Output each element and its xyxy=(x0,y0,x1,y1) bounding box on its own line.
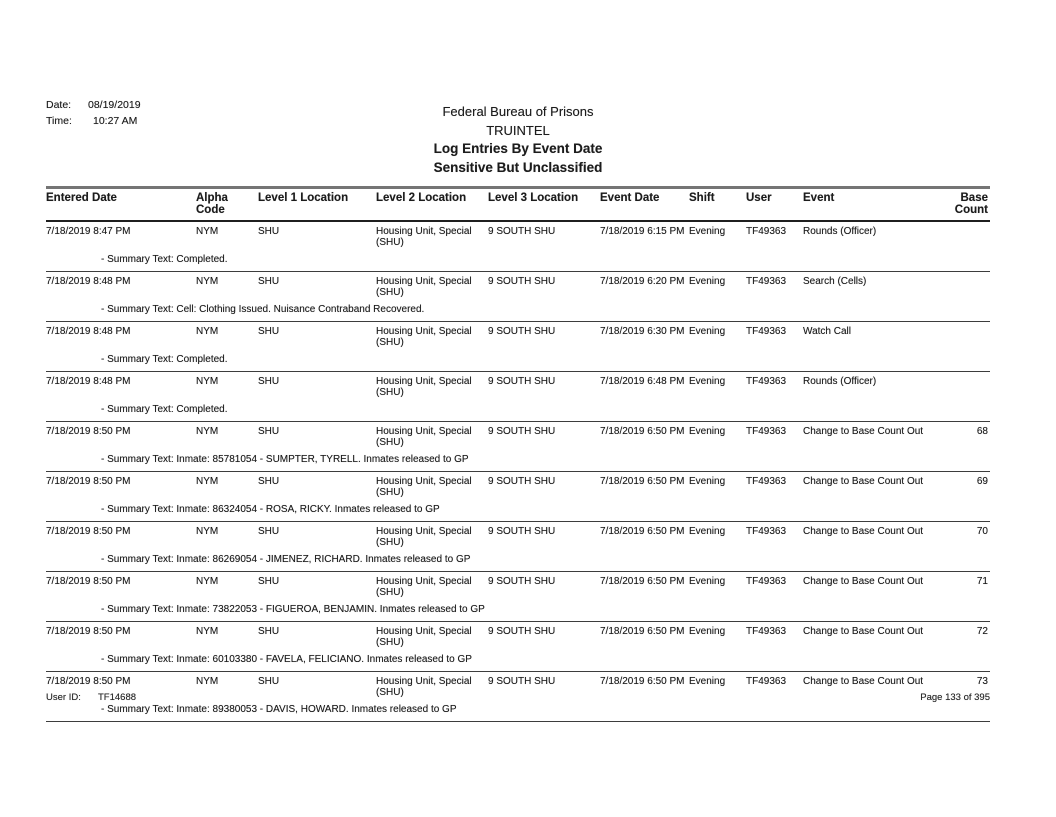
log-entry-main-row xyxy=(46,522,990,548)
cell-event: Watch Call xyxy=(803,326,851,337)
log-entry-main-row xyxy=(46,572,990,598)
cell-shift: Evening xyxy=(689,426,726,437)
cell-level2-location: Housing Unit, Special (SHU) xyxy=(376,226,472,248)
cell-entered-date: 7/18/2019 8:50 PM xyxy=(46,476,131,487)
cell-base-count: 69 xyxy=(976,476,988,487)
report-title: Log Entries By Event Date xyxy=(433,141,603,156)
summary-text: - Summary Text: Completed. xyxy=(101,404,228,415)
cell-entered-date: 7/18/2019 8:50 PM xyxy=(46,576,131,587)
cell-level1-location: SHU xyxy=(258,526,280,537)
log-entry xyxy=(46,621,990,671)
cell-shift: Evening xyxy=(689,576,726,587)
summary-text: - Summary Text: Cell: Clothing Issued. Nuisance Contraband Recovered. xyxy=(101,304,425,315)
cell-event-date: 7/18/2019 6:48 PM xyxy=(600,376,685,387)
log-entry-main-row xyxy=(46,222,990,248)
summary-text: - Summary Text: Inmate: 85781054 - SUMPTER, TYRELL. Inmates released to GP xyxy=(101,454,469,465)
cell-event: Change to Base Count Out xyxy=(803,676,924,687)
cell-base-count: 70 xyxy=(976,526,988,537)
cell-user: TF49363 xyxy=(746,326,787,337)
cell-level3-location: 9 SOUTH SHU xyxy=(488,276,556,287)
column-header-alpha-code: Alpha Code xyxy=(196,192,228,216)
cell-shift: Evening xyxy=(689,376,726,387)
column-header-base-count: Base Count xyxy=(954,192,988,216)
cell-event-date: 7/18/2019 6:30 PM xyxy=(600,326,685,337)
cell-shift: Evening xyxy=(689,626,726,637)
cell-event: Change to Base Count Out xyxy=(803,526,924,537)
cell-shift: Evening xyxy=(689,226,726,237)
cell-entered-date: 7/18/2019 8:50 PM xyxy=(46,626,131,637)
cell-level3-location: 9 SOUTH SHU xyxy=(488,226,556,237)
cell-user: TF49363 xyxy=(746,376,787,387)
cell-level2-location: Housing Unit, Special (SHU) xyxy=(376,576,472,598)
cell-base-count: 68 xyxy=(976,426,988,437)
cell-level2-location: Housing Unit, Special (SHU) xyxy=(376,426,472,448)
log-entry xyxy=(46,371,990,421)
classification-banner: Sensitive But Unclassified xyxy=(433,159,603,175)
cell-event-date: 7/18/2019 6:50 PM xyxy=(600,426,685,437)
cell-level3-location: 9 SOUTH SHU xyxy=(488,376,556,387)
log-entry-main-row xyxy=(46,472,990,498)
cell-level1-location: SHU xyxy=(258,326,280,337)
cell-level1-location: SHU xyxy=(258,226,280,237)
column-header-user: User xyxy=(746,192,772,204)
cell-alpha-code: NYM xyxy=(196,676,219,687)
column-header-shift: Shift xyxy=(689,192,715,204)
log-entry xyxy=(46,321,990,371)
cell-base-count: 72 xyxy=(976,626,988,637)
summary-text: - Summary Text: Completed. xyxy=(101,354,228,365)
cell-event: Change to Base Count Out xyxy=(803,476,924,487)
log-entry xyxy=(46,222,990,271)
log-entry xyxy=(46,471,990,521)
log-entry-main-row xyxy=(46,622,990,648)
cell-level1-location: SHU xyxy=(258,476,280,487)
cell-entered-date: 7/18/2019 8:48 PM xyxy=(46,276,131,287)
cell-user: TF49363 xyxy=(746,426,787,437)
column-header-level3-location: Level 3 Location xyxy=(488,192,579,204)
cell-user: TF49363 xyxy=(746,276,787,287)
cell-user: TF49363 xyxy=(746,226,787,237)
summary-text: - Summary Text: Completed. xyxy=(101,254,228,265)
summary-text: - Summary Text: Inmate: 89380053 - DAVIS, HOWARD. Inmates released to GP xyxy=(101,704,457,715)
cell-shift: Evening xyxy=(689,476,726,487)
cell-event-date: 7/18/2019 6:50 PM xyxy=(600,526,685,537)
cell-shift: Evening xyxy=(689,676,726,687)
cell-event: Rounds (Officer) xyxy=(803,226,877,237)
cell-user: TF49363 xyxy=(746,576,787,587)
summary-text: - Summary Text: Inmate: 60103380 - FAVELA, FELICIANO. Inmates released to GP xyxy=(101,654,472,665)
system-title: TRUINTEL xyxy=(486,122,550,138)
date-value: 08/19/2019 xyxy=(88,99,141,111)
page-number: Page 133 of 395 xyxy=(920,692,990,703)
cell-alpha-code: NYM xyxy=(196,276,219,287)
cell-shift: Evening xyxy=(689,326,726,337)
cell-level1-location: SHU xyxy=(258,626,280,637)
cell-alpha-code: NYM xyxy=(196,626,219,637)
agency-title: Federal Bureau of Prisons xyxy=(442,104,594,119)
cell-event-date: 7/18/2019 6:50 PM xyxy=(600,626,685,637)
cell-level1-location: SHU xyxy=(258,376,280,387)
cell-level2-location: Housing Unit, Special (SHU) xyxy=(376,276,472,298)
cell-level2-location: Housing Unit, Special (SHU) xyxy=(376,326,472,348)
cell-base-count: 71 xyxy=(976,576,988,587)
column-header-level1-location: Level 1 Location xyxy=(258,192,349,204)
cell-level2-location: Housing Unit, Special (SHU) xyxy=(376,476,472,498)
cell-level1-location: SHU xyxy=(258,426,280,437)
cell-level3-location: 9 SOUTH SHU xyxy=(488,426,556,437)
cell-user: TF49363 xyxy=(746,626,787,637)
cell-event: Search (Cells) xyxy=(803,276,867,287)
log-table-header xyxy=(46,189,990,222)
cell-alpha-code: NYM xyxy=(196,526,219,537)
time-value: 10:27 AM xyxy=(93,115,138,127)
cell-base-count xyxy=(926,326,990,348)
cell-base-count xyxy=(926,226,990,248)
cell-user: TF49363 xyxy=(746,526,787,537)
summary-text: - Summary Text: Inmate: 73822053 - FIGUEROA, BENJAMIN. Inmates released to GP xyxy=(101,604,485,615)
cell-level3-location: 9 SOUTH SHU xyxy=(488,626,556,637)
time-label: Time: xyxy=(46,115,72,127)
log-entry xyxy=(46,421,990,471)
cell-level3-location: 9 SOUTH SHU xyxy=(488,576,556,587)
cell-level1-location: SHU xyxy=(258,576,280,587)
cell-level2-location: Housing Unit, Special (SHU) xyxy=(376,676,472,698)
cell-level3-location: 9 SOUTH SHU xyxy=(488,526,556,537)
column-header-level2-location: Level 2 Location xyxy=(376,192,467,204)
log-entry-main-row xyxy=(46,422,990,448)
cell-user: TF49363 xyxy=(746,476,787,487)
cell-entered-date: 7/18/2019 8:48 PM xyxy=(46,326,131,337)
cell-level1-location: SHU xyxy=(258,676,280,687)
cell-entered-date: 7/18/2019 8:48 PM xyxy=(46,376,131,387)
cell-event: Change to Base Count Out xyxy=(803,426,924,437)
cell-user: TF49363 xyxy=(746,676,787,687)
log-entry xyxy=(46,571,990,621)
log-entry xyxy=(46,521,990,571)
cell-event: Change to Base Count Out xyxy=(803,626,924,637)
cell-shift: Evening xyxy=(689,526,726,537)
log-table-body xyxy=(46,222,990,722)
cell-alpha-code: NYM xyxy=(196,326,219,337)
cell-alpha-code: NYM xyxy=(196,226,219,237)
log-entry-main-row xyxy=(46,372,990,398)
cell-alpha-code: NYM xyxy=(196,576,219,587)
user-id-value: TF14688 xyxy=(98,692,137,703)
cell-base-count: 73 xyxy=(976,676,988,687)
cell-level1-location: SHU xyxy=(258,276,280,287)
report-titles xyxy=(46,103,990,177)
cell-event: Rounds (Officer) xyxy=(803,376,877,387)
cell-shift: Evening xyxy=(689,276,726,287)
user-id-block xyxy=(46,692,136,703)
cell-event-date: 7/18/2019 6:50 PM xyxy=(600,476,685,487)
report-footer xyxy=(46,692,990,703)
cell-event: Change to Base Count Out xyxy=(803,576,924,587)
cell-level3-location: 9 SOUTH SHU xyxy=(488,326,556,337)
user-id-label: User ID: xyxy=(46,692,81,703)
cell-level3-location: 9 SOUTH SHU xyxy=(488,676,556,687)
cell-level3-location: 9 SOUTH SHU xyxy=(488,476,556,487)
cell-alpha-code: NYM xyxy=(196,426,219,437)
summary-text: - Summary Text: Inmate: 86324054 - ROSA, RICKY. Inmates released to GP xyxy=(101,504,440,515)
cell-entered-date: 7/18/2019 8:50 PM xyxy=(46,426,131,437)
cell-base-count xyxy=(926,276,990,298)
cell-event-date: 7/18/2019 6:20 PM xyxy=(600,276,685,287)
cell-base-count xyxy=(926,376,990,398)
column-header-event: Event xyxy=(803,192,835,204)
column-header-event-date: Event Date xyxy=(600,192,660,204)
cell-event-date: 7/18/2019 6:50 PM xyxy=(600,676,685,687)
date-label: Date: xyxy=(46,99,72,111)
cell-level2-location: Housing Unit, Special (SHU) xyxy=(376,526,472,548)
cell-entered-date: 7/18/2019 8:50 PM xyxy=(46,676,131,687)
log-table xyxy=(46,186,990,722)
log-entry xyxy=(46,271,990,321)
cell-event-date: 7/18/2019 6:15 PM xyxy=(600,226,685,237)
cell-entered-date: 7/18/2019 8:50 PM xyxy=(46,526,131,537)
log-entry-main-row xyxy=(46,322,990,348)
cell-event-date: 7/18/2019 6:50 PM xyxy=(600,576,685,587)
column-header-entered-date: Entered Date xyxy=(46,192,117,204)
cell-level2-location: Housing Unit, Special (SHU) xyxy=(376,376,472,398)
summary-text: - Summary Text: Inmate: 86269054 - JIMENEZ, RICHARD. Inmates released to GP xyxy=(101,554,471,565)
cell-alpha-code: NYM xyxy=(196,376,219,387)
cell-alpha-code: NYM xyxy=(196,476,219,487)
log-entry-main-row xyxy=(46,272,990,298)
cell-entered-date: 7/18/2019 8:47 PM xyxy=(46,226,131,237)
cell-level2-location: Housing Unit, Special (SHU) xyxy=(376,626,472,648)
